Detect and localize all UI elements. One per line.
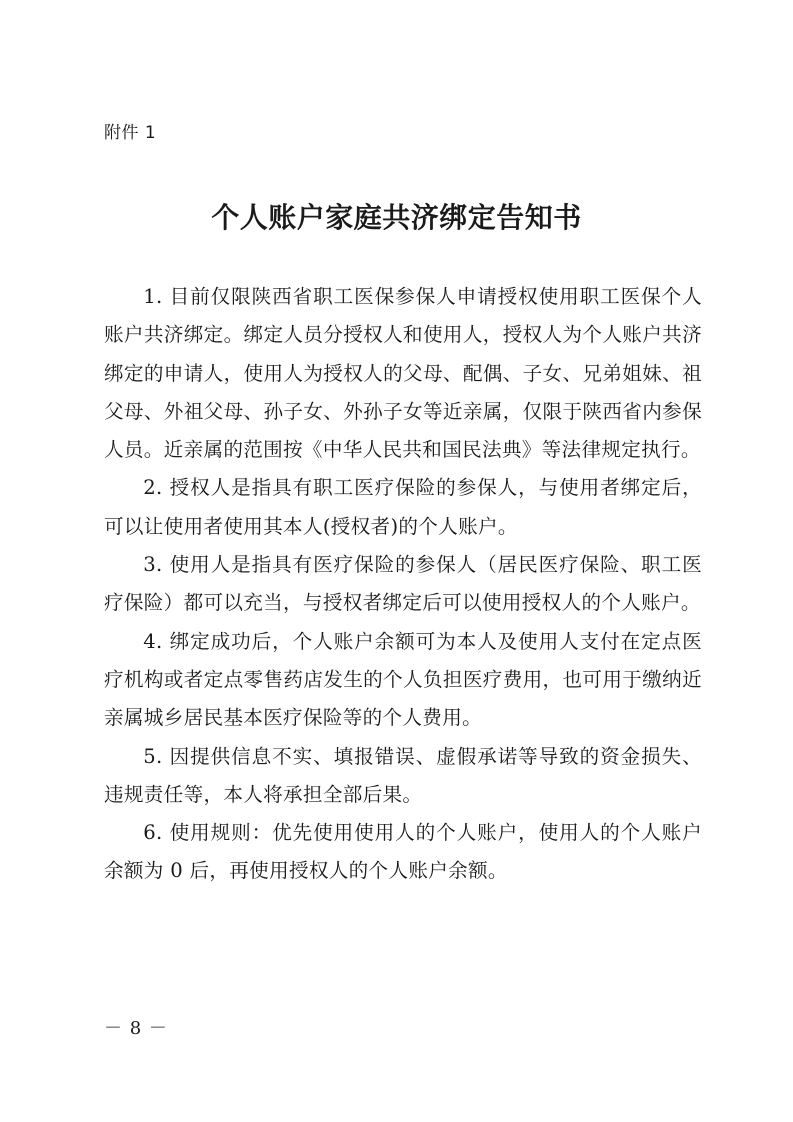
page-number: － 8 －: [104, 1018, 168, 1039]
paragraph-4: 4. 绑定成功后，个人账户余额可为本人及使用人支付在定点医疗机构或者定点零售药店发生的个人负担医疗费用，也可用于缴纳近亲属城乡居民基本医疗保险等的个人费用。: [104, 629, 702, 730]
paragraph-1: 1. 目前仅限陕西省职工医保参保人申请授权使用职工医保个人账户共济绑定。绑定人员分授权人和使用人，授权人为个人账户共济绑定的申请人，使用人为授权人的父母、配偶、子女、兄弟姐妹、祖父母、外祖父母、孙子女、外孙子女等近亲属，仅限于陕西省内参保人员。近亲属的范围按《中华人民共和国民法典》等法律规定执行。: [104, 285, 702, 462]
attachment-label: 附件 1: [104, 123, 157, 143]
paragraph-6: 6. 使用规则：优先使用使用人的个人账户，使用人的个人账户余额为 0 后，再使用授权人的个人账户余额。: [104, 821, 702, 883]
paragraph-5: 5. 因提供信息不实、填报错误、虚假承诺等导致的资金损失、违规责任等，本人将承担全部后果。: [104, 744, 702, 806]
paragraph-2: 2. 授权人是指具有职工医疗保险的参保人，与使用者绑定后，可以让使用者使用其本人(授权者)的个人账户。: [104, 476, 702, 538]
paragraph-3: 3. 使用人是指具有医疗保险的参保人（居民医疗保险、职工医疗保险）都可以充当，与授权者绑定后可以使用授权人的个人账户。: [104, 553, 702, 615]
document-title: 个人账户家庭共济绑定告知书: [211, 201, 582, 234]
document-body: [104, 278, 702, 891]
